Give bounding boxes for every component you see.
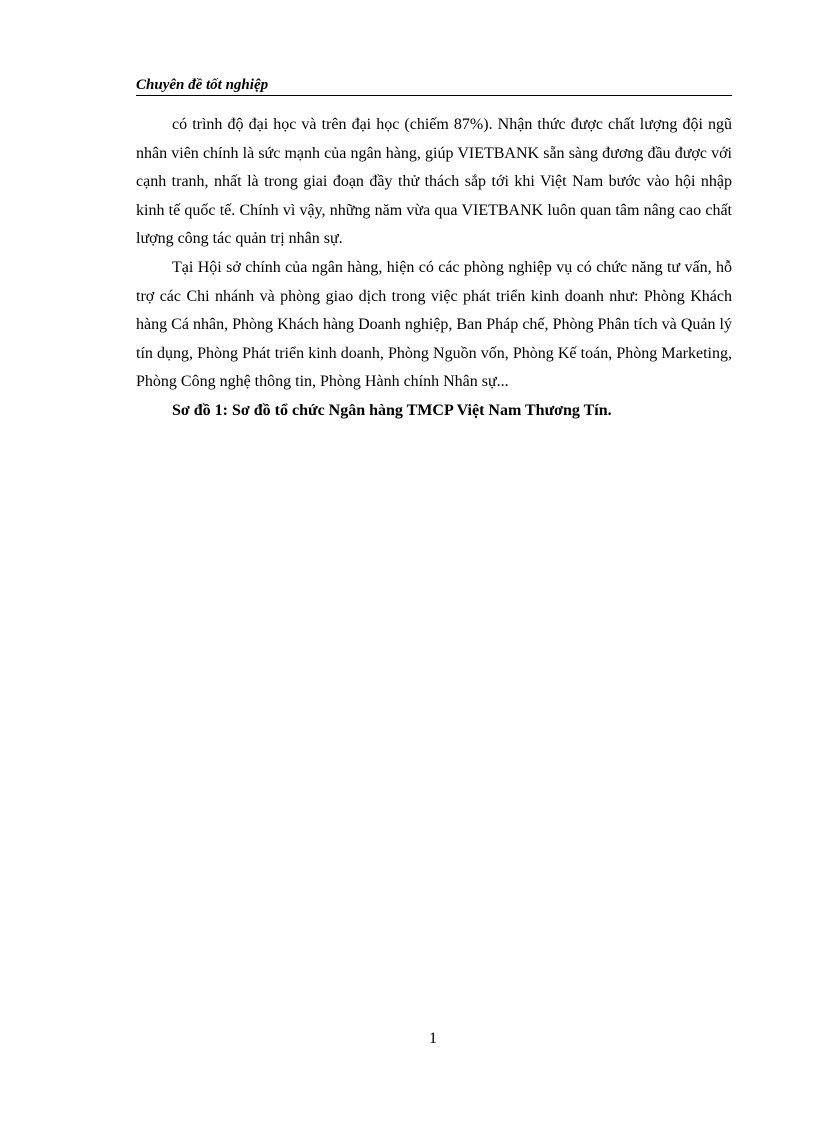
page-header: [136, 76, 732, 96]
header-title: Chuyên đề tốt nghiệp: [136, 77, 269, 93]
figure-caption: Sơ đồ 1: Sơ đồ tổ chức Ngân hàng TMCP Việt Nam Thương Tín.: [172, 401, 612, 419]
paragraph-2: Tại Hội sở chính của ngân hàng, hiện có các phòng nghiệp vụ có chức năng tư vấn, hỗ trợ các Chi nhánh và phòng giao dịch trong việc phát triển kinh doanh như: Phòng Khách hàng Cá nhân, Phòng Khách hàng Doanh nghiệp, Ban Pháp chế, Phòng Phân tích và Quản lý tín dụng, Phòng Phát triển kinh doanh, Phòng Nguồn vốn, Phòng Kế toán, Phòng Marketing, Phòng Công nghệ thông tin, Phòng Hành chính Nhân sự...: [136, 258, 732, 391]
page-footer: [0, 1030, 816, 1048]
page-number: 1: [429, 1030, 437, 1047]
document-body: [136, 111, 732, 426]
paragraph-1: có trình độ đại học và trên đại học (chiếm 87%). Nhận thức được chất lượng đội ngũ nhân viên chính là sức mạnh của ngân hàng, giúp VIETBANK sẵn sàng đương đầu được với cạnh tranh, nhất là trong giai đoạn đầy thử thách sắp tới khi Việt Nam bước vào hội nhập kinh tế quốc tế. Chính vì vậy, những năm vừa qua VIETBANK luôn quan tâm nâng cao chất lượng công tác quản trị nhân sự.: [136, 116, 732, 248]
